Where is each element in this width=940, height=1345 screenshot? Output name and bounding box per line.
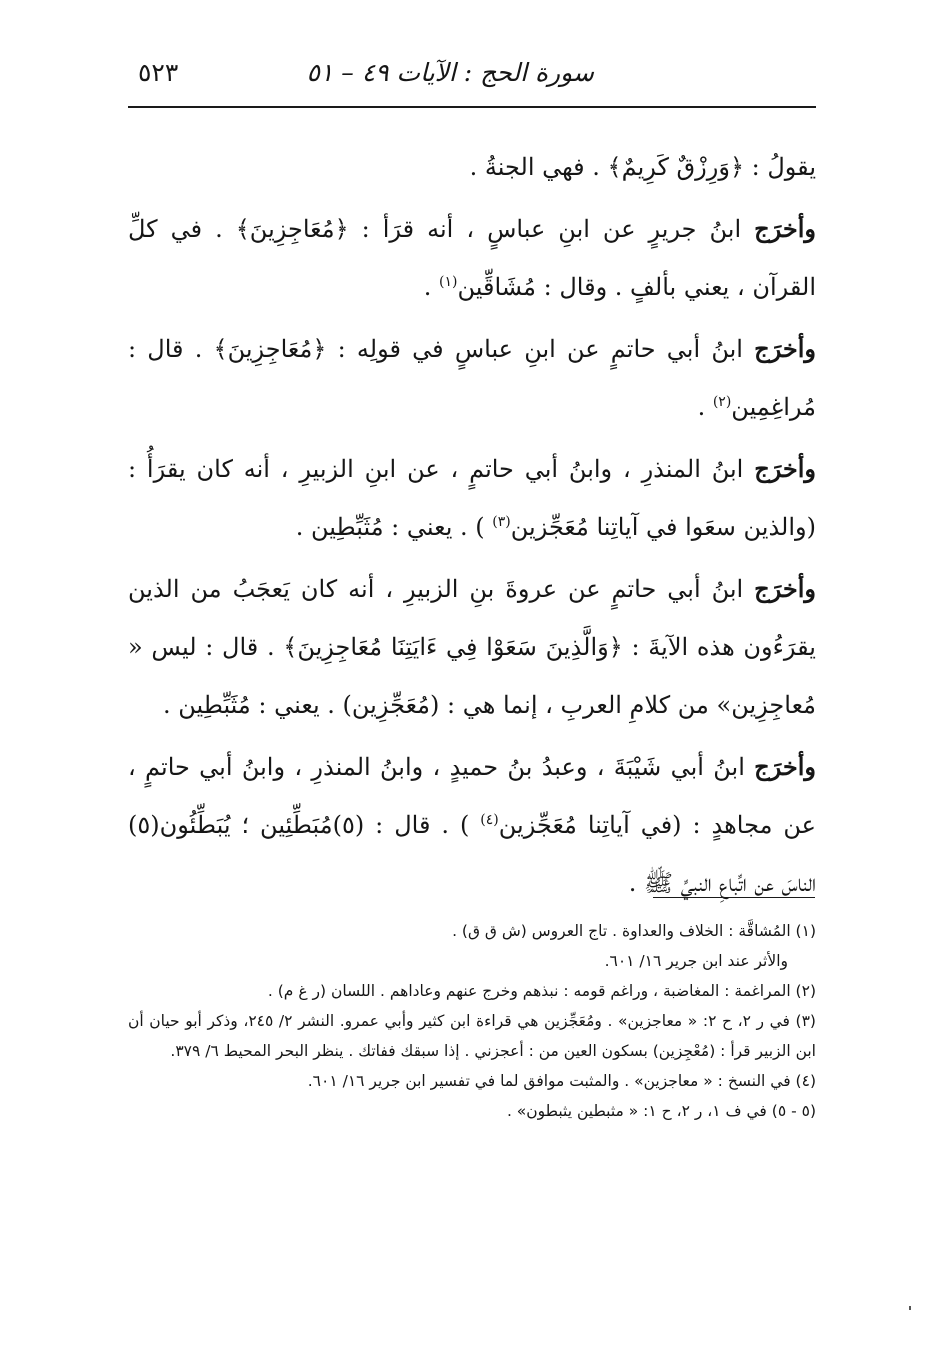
footnote: (٢) المراغمة : المغاضبة ، وراغم قومه : نبذهم وخرج عنهم وعاداهم . اللسان (ر غ م) . bbox=[267, 982, 816, 1000]
page-number: ٥٢٣ bbox=[138, 58, 179, 87]
margin-mark bbox=[909, 1306, 911, 1310]
paragraph bbox=[128, 200, 816, 316]
footnote-marker: (١) bbox=[438, 274, 458, 290]
paragraph-text: ابنُ المنذرِ ، وابنُ أبي حاتمٍ ، عن ابنِ الزبيرِ ، أنه كان يقرَأُ : (والذين سعَوا في آياتِنا مُعَجِّزين bbox=[128, 455, 816, 541]
paragraph-lead: وأخرَج bbox=[754, 752, 816, 781]
paragraph-text: ابنُ أبي حاتمٍ عن ابنِ عباسٍ في قولِه : ﴿مُعَاجِزِينَ﴾ . قال : مُراغِمِين bbox=[128, 335, 816, 421]
footnote-marker: (٣) bbox=[492, 514, 511, 530]
paragraph-tail: . bbox=[697, 393, 713, 421]
paragraph-text: يقولُ : ﴿وَرِزْقٌ كَرِيمٌ﴾ . فهي الجنةُ . bbox=[469, 153, 816, 181]
paragraph-lead: وأخرَج bbox=[754, 334, 816, 363]
paragraph bbox=[128, 560, 816, 734]
footnote-continuation: والأثر عند ابن جرير ١٦/ ٦٠١. bbox=[604, 952, 788, 970]
footnote: (٣) في ر ٢، ح ٢: « معاجزين» . ومُعَجِّزين هي قراءة ابن كثير وأبي عمرو. النشر ٢/ ٢٤٥، وذكر أبو حيان أن ابن الزبير قرأ : (مُعْجِزين) بسكون العين من : أعجزني . إذا سبقك ففاتك . ينظر البحر المحيط ٦/ ٣٧٩. bbox=[128, 1012, 816, 1060]
paragraph bbox=[128, 320, 816, 436]
paragraph-text: ابنُ أبي حاتمٍ عن عروةَ بنِ الزبيرِ ، أنه كان يَعجَبُ من الذين يقرَءُون هذه الآيةَ : ﴿وَالَّذِينَ سَعَوْا فِي ءَايَتِنَا مُعَاجِزِينَ﴾ . قال : ليس « مُعاجِزِين» من كلامِ العربِ ، إنما هي : (مُعَجِّزِين) . يعني : مُثَبِّطِين . bbox=[128, 575, 816, 719]
footnote-marker: (٤) bbox=[480, 812, 499, 828]
header-rule bbox=[128, 106, 816, 108]
paragraph-lead: وأخرَج bbox=[754, 214, 816, 243]
paragraph bbox=[128, 440, 816, 556]
footnotes bbox=[128, 916, 816, 1126]
paragraph-tail: . bbox=[423, 273, 439, 301]
paragraph-text: ابنُ أبي شَيْبَةَ ، وعبدُ بنُ حميدٍ ، وابنُ المنذرِ ، وابنُ أبي حاتمٍ ، عن مجاهدٍ : (في آياتِنا مُعَجِّزين bbox=[128, 753, 816, 839]
paragraph-text: ابنُ جريرٍ عن ابنِ عباسٍ ، أنه قرَأ : ﴿مُعَاجِزِينَ﴾ . في كلِّ القرآن ، يعني بألفٍ . وقال : مُشَاقِّين bbox=[128, 215, 816, 301]
page-header bbox=[128, 48, 816, 108]
paragraph-lead: وأخرَج bbox=[754, 454, 817, 483]
footnote-marker: (٢) bbox=[712, 394, 732, 410]
running-title: سورة الحج : الآيات ٤٩ – ٥١ bbox=[306, 58, 594, 87]
footnote: (٥ - ٥) في ف ١، ر ٢، ح ١: « مثبطين يثبطون» . bbox=[506, 1102, 816, 1120]
footnote: (١) المُشاقَّة : الخلاف والعداوة . تاج العروس (ش ق ق) . bbox=[452, 922, 816, 940]
paragraph bbox=[128, 138, 816, 196]
paragraph-tail: ) . قال : (٥)مُبَطِّئِين ؛ يُبَطِّئُون(٥) الناسَ عن اتِّباعِ النبيِّ ﷺ . bbox=[128, 811, 816, 897]
footnote: (٤) في النسخ : « معاجزين» . والمثبت موافق لما في تفسير ابن جرير ١٦/ ٦٠١. bbox=[307, 1072, 816, 1090]
paragraph bbox=[128, 738, 816, 912]
paragraph-tail: ) . يعني : مُثَبِّطِين . bbox=[295, 513, 493, 541]
main-text bbox=[128, 138, 816, 916]
paragraph-lead: وأخرَج bbox=[754, 574, 816, 603]
footnote-rule bbox=[653, 897, 815, 898]
